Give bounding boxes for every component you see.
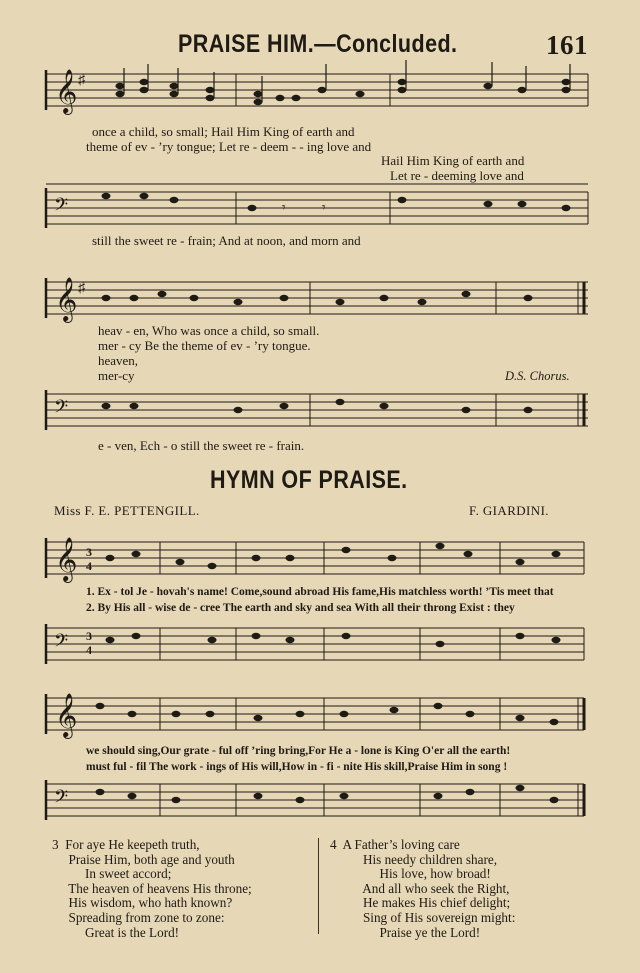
composer-credit: F. GIARDINI. bbox=[469, 503, 549, 518]
bass-staff-2 bbox=[0, 382, 640, 442]
bass-lyric-line: e - ven, Ech - o still the sweet re - frain. bbox=[98, 438, 305, 453]
lyric-line: once a child, so small; Hail Him King of earth and bbox=[92, 124, 355, 139]
page-number: 161 bbox=[546, 30, 588, 60]
treble-staff-4 bbox=[0, 686, 640, 746]
hymn-verse2-line: 2. By His all - wise de - cree The earth and sky and sea With all their throng Exist : they bbox=[86, 602, 515, 614]
svg-text:𝄾: 𝄾 bbox=[322, 201, 326, 216]
bass-staff-3 bbox=[0, 616, 640, 676]
svg-text:4: 4 bbox=[86, 643, 92, 657]
verse-3: 3 For aye He keepeth truth, Praise Him, both age and youth In sweet accord; The heaven of heavens His throne; His wisdom, who hath known? Spreading from zone to zone: Great is the Lord! bbox=[52, 837, 252, 940]
lyric-line: heaven, bbox=[98, 353, 139, 368]
svg-text:4: 4 bbox=[86, 559, 92, 573]
hymn-verse1-line: 1. Ex - tol Je - hovah's name! Come,sound abroad His fame,His matchless worth! ’Tis meet that bbox=[86, 586, 554, 598]
lyric-line: heav - en, Who was once a child, so small. bbox=[98, 323, 320, 338]
bass-lyric-line: still the sweet re - frain; And at noon, and morn and bbox=[92, 233, 361, 248]
svg-text:𝄢: 𝄢 bbox=[54, 786, 69, 811]
bass-staff-4 bbox=[0, 772, 640, 832]
svg-text:𝄢: 𝄢 bbox=[54, 396, 69, 421]
bass-staff-1 bbox=[0, 180, 640, 240]
hymn-title: HYMN OF PRAISE. bbox=[210, 466, 408, 494]
column-divider bbox=[318, 838, 319, 934]
hymn-verse2-line: must ful - fil The work - ings of His will,How in - fi - nite His skill,Praise Him in song ! bbox=[86, 761, 508, 773]
author-credit: Miss F. E. PETTENGILL. bbox=[54, 503, 200, 518]
svg-text:𝄾: 𝄾 bbox=[282, 201, 286, 216]
ds-chorus-marking: D.S. Chorus. bbox=[505, 369, 570, 383]
svg-text:𝄞: 𝄞 bbox=[55, 279, 78, 321]
page-title: PRAISE HIM.—Concluded. bbox=[178, 30, 458, 58]
svg-text:𝄢: 𝄢 bbox=[54, 194, 69, 219]
lyric-line: mer-cy bbox=[98, 368, 135, 383]
lyric-line: mer - cy Be the theme of ev - ’ry tongue. bbox=[98, 338, 311, 353]
treble-staff-2 bbox=[0, 268, 640, 328]
lyric-line: Let re - deeming love and bbox=[390, 168, 524, 183]
lyric-line: theme of ev - ’ry tongue; Let re - deem - - ing love and bbox=[86, 139, 372, 154]
hymn-verse1-line: we should sing,Our grate - ful off ’ring bring,For He a - lone is King O'er all the earth! bbox=[86, 745, 511, 757]
svg-text:𝄞: 𝄞 bbox=[55, 539, 78, 581]
svg-text:𝄢: 𝄢 bbox=[54, 630, 69, 655]
svg-text:3: 3 bbox=[86, 545, 92, 559]
svg-text:𝄞: 𝄞 bbox=[55, 69, 78, 113]
lyric-line: Hail Him King of earth and bbox=[381, 153, 525, 168]
svg-text:3: 3 bbox=[86, 629, 92, 643]
svg-text:♯: ♯ bbox=[78, 73, 85, 88]
verse-4: 4 A Father’s loving care His needy children share, His love, how broad! And all who seek the Right, He makes His chief delight; Sing of His sovereign might: Praise ye the Lord! bbox=[330, 837, 516, 940]
treble-staff-3 bbox=[0, 530, 640, 590]
svg-text:♯: ♯ bbox=[78, 281, 85, 296]
svg-text:𝄞: 𝄞 bbox=[55, 695, 78, 737]
